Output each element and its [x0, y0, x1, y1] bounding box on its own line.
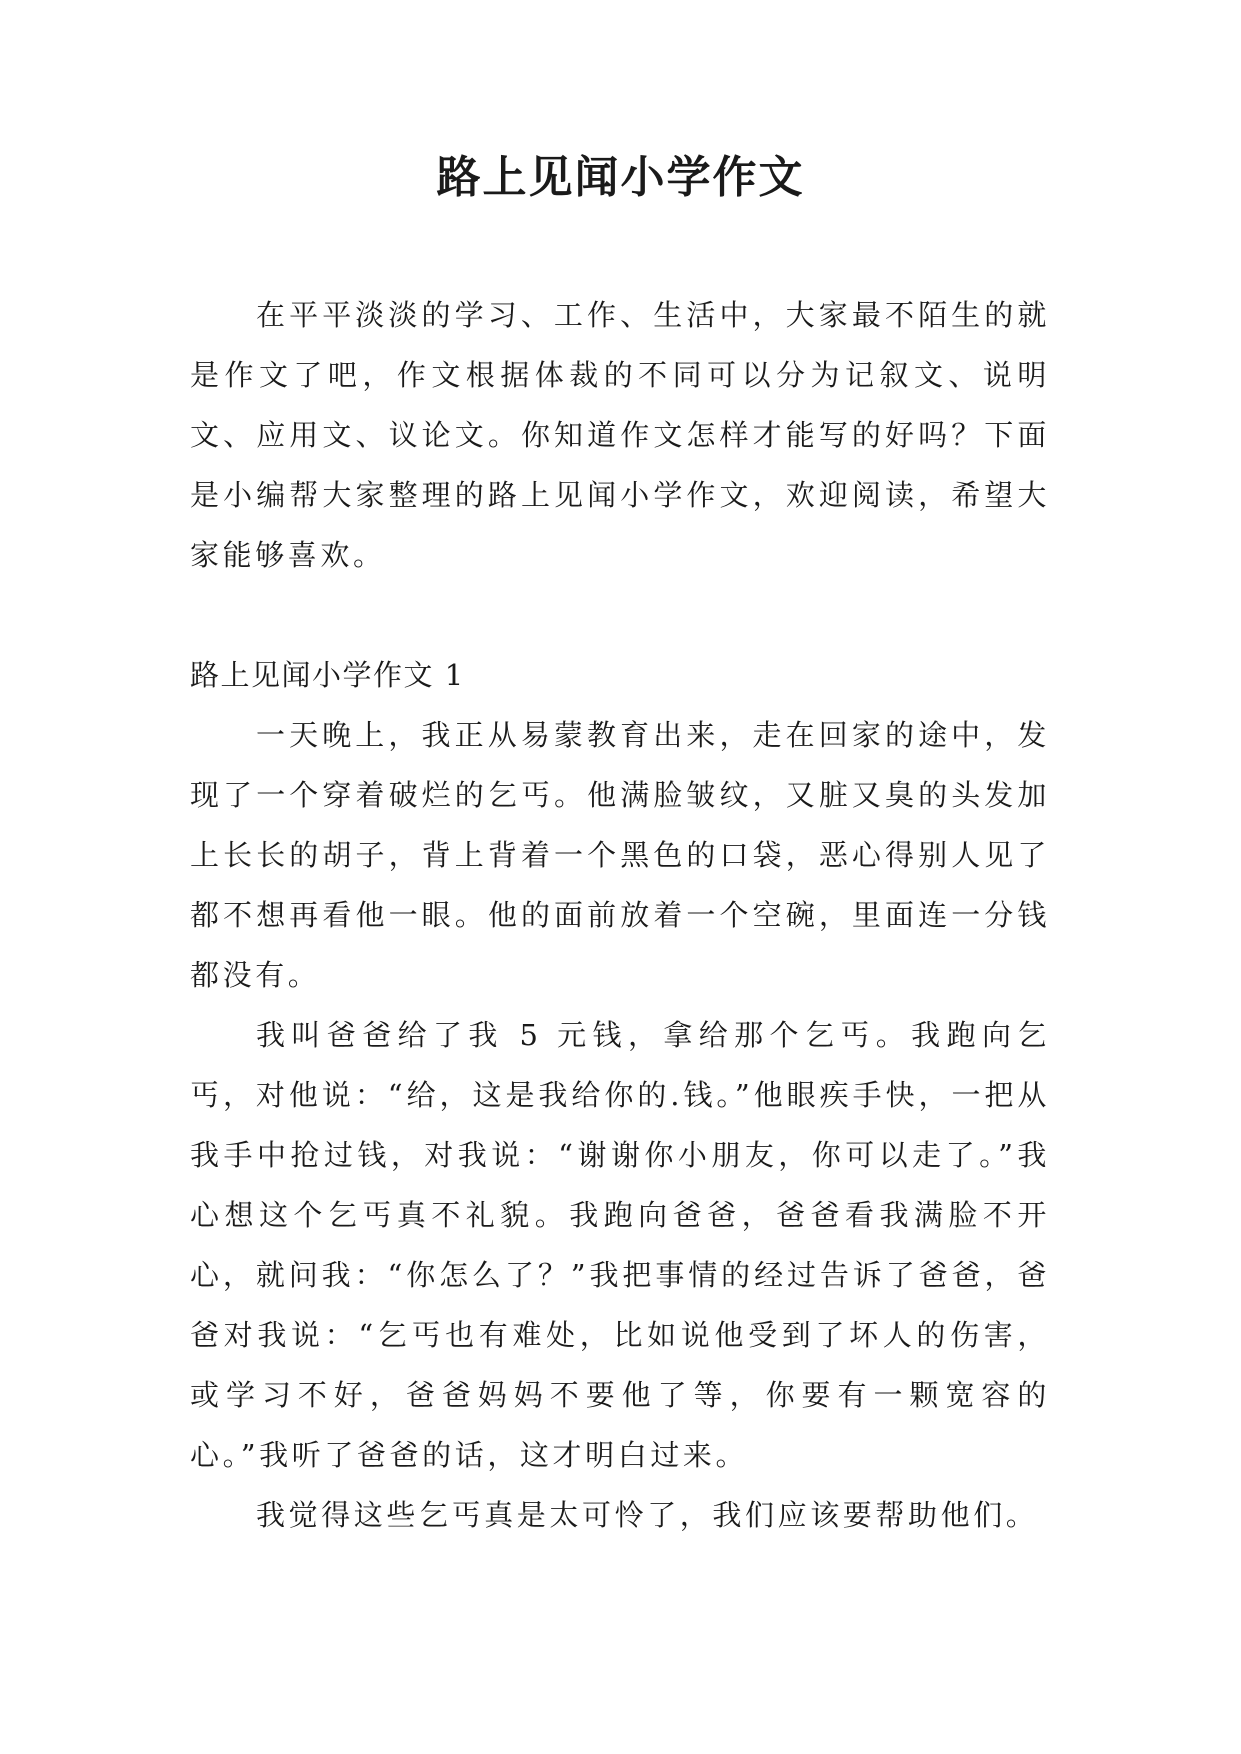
body-paragraph-1: 一天晚上，我正从易蒙教育出来，走在回家的途中，发现了一个穿着破烂的乞丐。他满脸皱纹，又脏又臭的头发加上长长的胡子，背上背着一个黑色的口袋，恶心得别人见了都不想再看他一眼。他的面前放着一个空碗，里面连一分钱都没有。: [190, 718, 1050, 992]
section-spacer: [190, 585, 1050, 645]
document-body: [190, 285, 1050, 1545]
body-paragraph-2: 我叫爸爸给了我 5 元钱，拿给那个乞丐。我跑向乞丐，对他说：“给，这是我给你的.钱。”他眼疾手快，一把从我手中抢过钱，对我说：“谢谢你小朋友，你可以走了。”我心想这个乞丐真不礼貌。我跑向爸爸，爸爸看我满脸不开心，就问我：“你怎么了？”我把事情的经过告诉了爸爸，爸爸对我说：“乞丐也有难处，比如说他受到了坏人的伤害，或学习不好，爸爸妈妈不要他了等，你要有一颗宽容的心。”我听了爸爸的话，这才明白过来。: [190, 1018, 1050, 1472]
body-paragraph-3: 我觉得这些乞丐真是太可怜了，我们应该要帮助他们。: [256, 1498, 1039, 1532]
document-title: 路上见闻小学作文: [436, 152, 805, 203]
intro-paragraph: 在平平淡淡的学习、工作、生活中，大家最不陌生的就是作文了吧，作文根据体裁的不同可以分为记叙文、说明文、应用文、议论文。你知道作文怎样才能写的好吗？下面是小编帮大家整理的路上见闻小学作文，欢迎阅读，希望大家能够喜欢。: [190, 298, 1050, 572]
section-heading: 路上见闻小学作文 1: [190, 658, 465, 692]
